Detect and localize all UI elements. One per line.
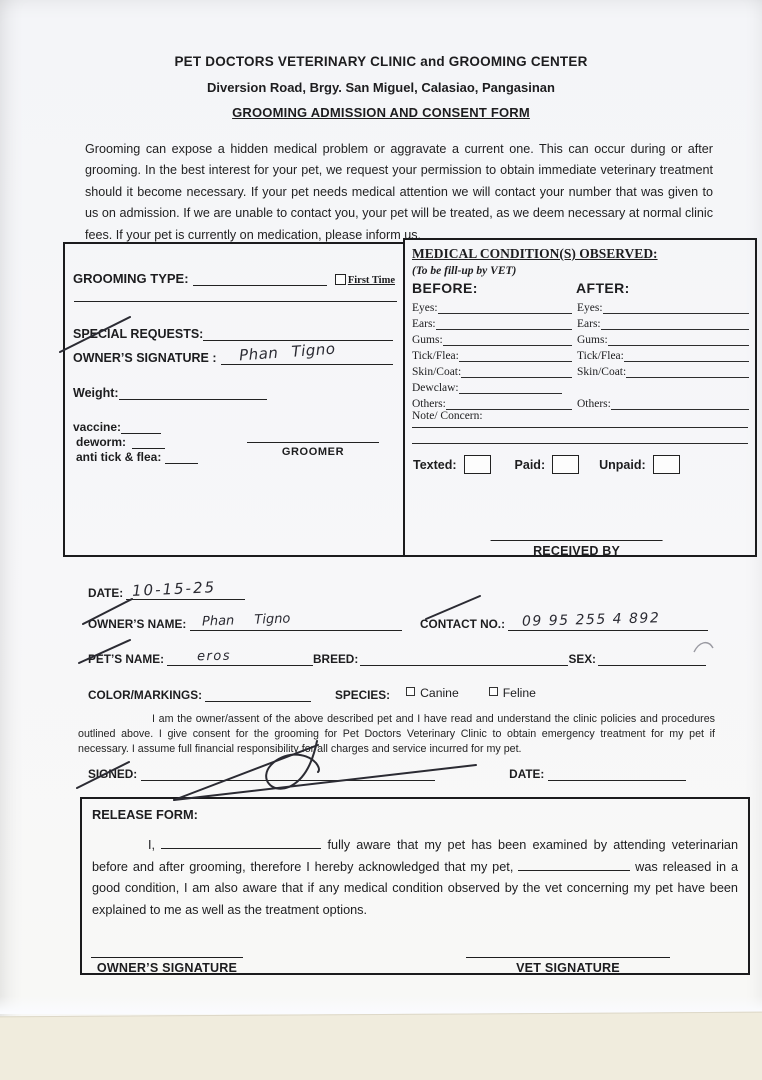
paper-bottom-highlight bbox=[0, 996, 762, 1014]
consent-date-label: DATE: bbox=[509, 767, 545, 781]
before-header: BEFORE: bbox=[412, 280, 478, 296]
weight-label: Weight: bbox=[73, 386, 119, 400]
after-tick-flea-field bbox=[624, 350, 749, 362]
consent-paragraph: I am the owner/assent of the above described pet and I have read and understand the clinic policies and procedures outlined above. I give consent for the grooming for Pet Doctors Veterinary Clinic to obtain emergency treatment for my pet if necessary. I assume full financial responsibility for all charges and service incurred for my pet. bbox=[78, 713, 715, 756]
consent-date-field bbox=[548, 766, 686, 781]
dewclaw-field bbox=[459, 382, 562, 394]
after-others-field bbox=[611, 398, 749, 410]
before-ears-label: Ears: bbox=[412, 318, 436, 330]
vaccine-row bbox=[73, 419, 161, 434]
contact-field bbox=[508, 612, 708, 631]
color-markings-field bbox=[205, 687, 311, 702]
release-vet-signature-block bbox=[466, 945, 670, 975]
medical-rows bbox=[412, 298, 749, 410]
vaccine-label: vaccine: bbox=[73, 420, 122, 434]
owner-signature-field bbox=[221, 339, 393, 365]
special-requests-field bbox=[203, 326, 393, 341]
before-ears-field bbox=[436, 318, 572, 330]
release-body-1: fully aware that my pet has been examined by attending veterinarian before and after grooming, therefore I hereby acknowledged that my pet, bbox=[92, 838, 738, 874]
groomer-label: GROOMER bbox=[281, 446, 345, 458]
before-gums-field bbox=[443, 334, 572, 346]
owner-signature-handwriting: Phan Tigno bbox=[238, 339, 336, 365]
owner-name-label: OWNER’S NAME: bbox=[88, 617, 187, 631]
medical-row-tick-flea bbox=[412, 346, 749, 362]
before-eyes-label: Eyes: bbox=[412, 302, 438, 314]
vaccine-field bbox=[121, 419, 161, 434]
received-by-field bbox=[491, 528, 663, 541]
medical-row-eyes bbox=[412, 298, 749, 314]
release-form-title: RELEASE FORM: bbox=[92, 807, 198, 822]
groomer-block bbox=[247, 430, 379, 458]
after-skin-coat-label: Skin/Coat: bbox=[577, 366, 627, 378]
note-line-2 bbox=[412, 432, 748, 444]
owner-contact-row bbox=[88, 612, 708, 631]
before-tick-flea-field bbox=[459, 350, 572, 362]
date-handwriting: 10-15-25 bbox=[131, 578, 217, 600]
grooming-type-field bbox=[193, 271, 327, 286]
feline-checkbox bbox=[489, 687, 498, 696]
before-eyes-field bbox=[438, 302, 572, 314]
after-ears-field bbox=[601, 318, 749, 330]
medical-row-others bbox=[412, 394, 749, 410]
note-concern-label: Note/ Concern: bbox=[412, 410, 483, 422]
contact-handwriting: 09 95 255 4 892 bbox=[521, 610, 661, 630]
after-header: AFTER: bbox=[576, 280, 630, 296]
note-line-1 bbox=[412, 416, 748, 428]
after-skin-coat-field bbox=[626, 366, 749, 378]
date-label: DATE: bbox=[88, 586, 124, 600]
first-time-checkbox bbox=[335, 274, 346, 285]
medical-conditions-box bbox=[403, 238, 757, 557]
signed-field bbox=[141, 766, 435, 781]
breed-label: BREED: bbox=[313, 652, 359, 666]
owner-signature-row bbox=[73, 339, 393, 365]
clinic-address: Diversion Road, Brgy. San Miguel, Calasiao, Pangasinan bbox=[207, 80, 555, 95]
owner-name-field bbox=[190, 612, 402, 631]
release-form-body bbox=[92, 835, 738, 921]
deworm-label: deworm: bbox=[76, 435, 127, 449]
species-label: SPECIES: bbox=[335, 688, 391, 702]
received-by-label: RECEIVED BY bbox=[533, 544, 621, 558]
release-vet-signature-field bbox=[466, 945, 670, 958]
first-time-label: First Time bbox=[347, 275, 395, 286]
form-header bbox=[0, 54, 762, 120]
pet-name-label: PET’S NAME: bbox=[88, 652, 165, 666]
anti-tick-flea-label: anti tick & flea: bbox=[76, 450, 162, 464]
sex-label: SEX: bbox=[568, 652, 596, 666]
after-gums-field bbox=[608, 334, 749, 346]
release-lead: I, bbox=[148, 838, 156, 852]
medical-row-dewclaw bbox=[412, 378, 749, 394]
release-owner-signature-block bbox=[91, 945, 243, 975]
date-row bbox=[88, 578, 245, 600]
anti-tick-flea-field bbox=[165, 449, 198, 464]
feline-label: Feline bbox=[502, 686, 536, 700]
canine-label: Canine bbox=[420, 686, 459, 700]
release-form-box bbox=[80, 797, 750, 975]
special-requests-label: SPECIAL REQUESTS: bbox=[73, 327, 204, 341]
release-vet-signature-label: VET SIGNATURE bbox=[516, 961, 620, 975]
after-ears-label: Ears: bbox=[577, 318, 601, 330]
color-species-row bbox=[88, 684, 536, 702]
before-tick-flea-label: Tick/Flea: bbox=[412, 350, 459, 362]
dewclaw-label: Dewclaw: bbox=[412, 382, 459, 394]
weight-field bbox=[119, 385, 267, 400]
unpaid-checkbox bbox=[653, 455, 680, 474]
medical-row-skin-coat bbox=[412, 362, 749, 378]
intro-paragraph: Grooming can expose a hidden medical problem or aggravate a current one. This can occur during or after grooming. In the best interest for your pet, we request your permission to obtain immediate veterinary treatment should it become necessary. If your pet needs medical attention we will contact your number that was given to us on admission. If we are unable to contact you, your pet will be treated, as we deem necessary at normal clinic fees. If your pet is currently on medication, please inform us. bbox=[85, 142, 713, 242]
unpaid-label: Unpaid bbox=[599, 457, 642, 472]
release-name-blank bbox=[161, 836, 321, 849]
after-tick-flea-label: Tick/Flea: bbox=[577, 350, 624, 362]
release-body-2: was released in a good condition, I am also aware that if any medical condition observed by the vet concerning my pet have been explained to me as well as the treatment options. bbox=[92, 859, 738, 917]
signed-label: SIGNED: bbox=[88, 767, 138, 781]
deworm-field bbox=[132, 434, 165, 449]
special-requests-row bbox=[73, 326, 393, 341]
grooming-type-row bbox=[73, 271, 395, 286]
sex-field bbox=[598, 651, 706, 666]
before-skin-coat-label: Skin/Coat: bbox=[412, 366, 462, 378]
grooming-box bbox=[63, 242, 403, 557]
texted-label: Texted bbox=[413, 457, 453, 472]
form-title: GROOMING ADMISSION AND CONSENT FORM bbox=[232, 105, 530, 120]
received-by-block bbox=[491, 528, 663, 558]
texted-checkbox bbox=[464, 455, 491, 474]
paid-checkbox bbox=[552, 455, 579, 474]
groomer-signature-field bbox=[247, 430, 379, 443]
after-eyes-label: Eyes: bbox=[577, 302, 603, 314]
pet-breed-sex-row bbox=[88, 648, 706, 666]
before-gums-label: Gums: bbox=[412, 334, 443, 346]
medical-box-subtitle: (To be fill-up by VET) bbox=[412, 265, 517, 277]
contact-label: CONTACT NO.: bbox=[420, 617, 505, 631]
grooming-type-extra-line bbox=[74, 290, 397, 302]
paid-label: Paid bbox=[514, 457, 541, 472]
deworm-row bbox=[76, 434, 165, 449]
before-others-field bbox=[446, 398, 572, 410]
pet-name-field bbox=[167, 648, 313, 666]
color-markings-label: COLOR/MARKINGS: bbox=[88, 688, 203, 702]
medical-row-ears bbox=[412, 314, 749, 330]
before-skin-coat-field bbox=[461, 366, 572, 378]
anti-tick-flea-row bbox=[76, 449, 198, 464]
grooming-type-label: GROOMING TYPE: bbox=[73, 271, 189, 286]
weight-row bbox=[73, 385, 267, 400]
pet-name-handwriting: eros bbox=[196, 648, 232, 665]
status-row: Texted : Paid : Unpaid : bbox=[413, 455, 680, 474]
release-owner-signature-field bbox=[91, 945, 243, 958]
after-gums-label: Gums: bbox=[577, 334, 608, 346]
medical-row-gums bbox=[412, 330, 749, 346]
after-others-label: Others: bbox=[577, 398, 611, 410]
canine-checkbox bbox=[406, 687, 415, 696]
after-eyes-field bbox=[603, 302, 749, 314]
owner-name-handwriting: Phan Tigno bbox=[202, 611, 291, 630]
signed-date-row bbox=[88, 766, 686, 781]
medical-box-title: MEDICAL CONDITION(S) OBSERVED: bbox=[412, 246, 658, 261]
release-pet-blank bbox=[518, 858, 630, 871]
clinic-name: PET DOCTORS VETERINARY CLINIC and GROOMING CENTER bbox=[174, 54, 588, 69]
before-others-label: Others: bbox=[412, 398, 446, 410]
release-owner-signature-label: OWNER’S SIGNATURE bbox=[96, 961, 238, 975]
scanner-bed-strip bbox=[0, 1012, 762, 1080]
owner-signature-label: OWNER’S SIGNATURE : bbox=[73, 351, 217, 365]
breed-field bbox=[360, 651, 568, 666]
date-field bbox=[126, 578, 245, 600]
